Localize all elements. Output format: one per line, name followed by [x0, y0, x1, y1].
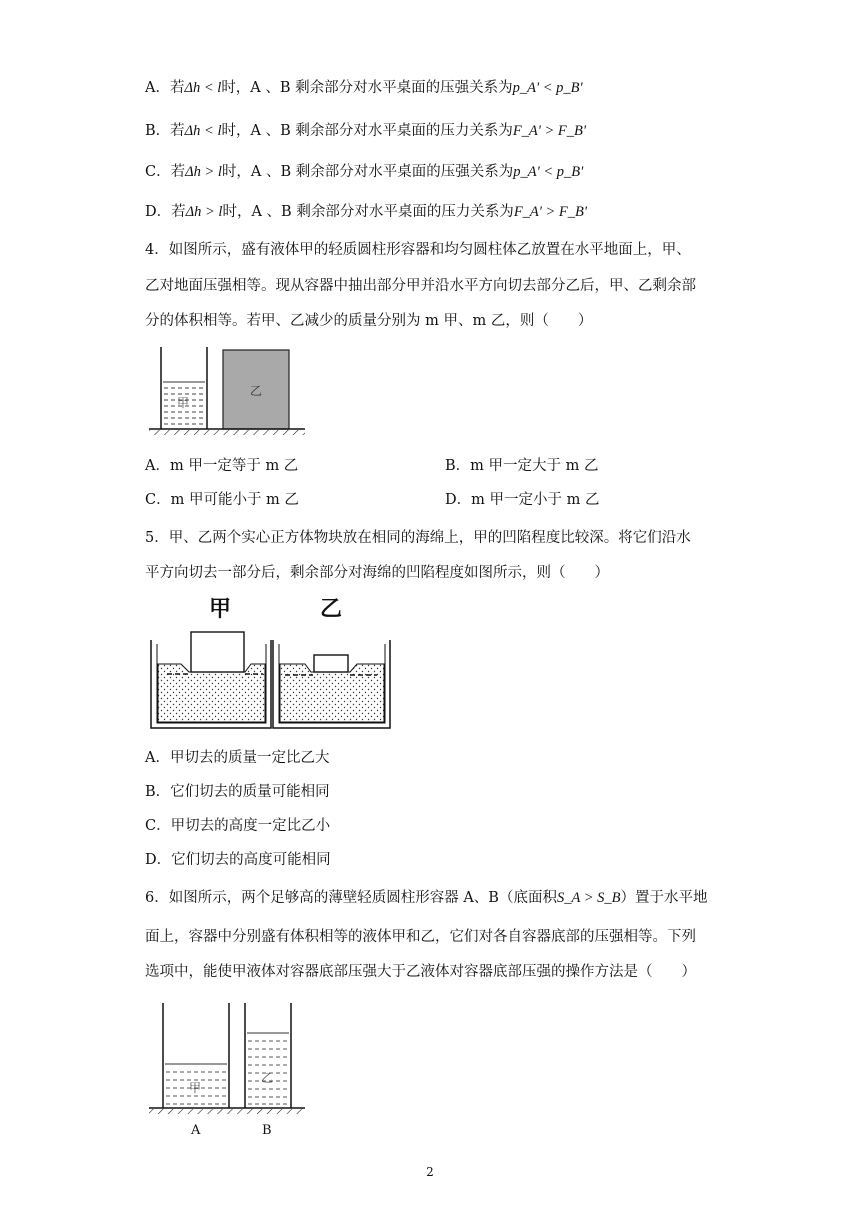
label-yi: 乙 [320, 597, 343, 622]
liquid-label-jia: 甲 [189, 1081, 202, 1095]
sponge-yi [280, 664, 384, 722]
q5-option-d: D．它们切去的高度可能相同 [145, 852, 331, 868]
sponge-jia [158, 664, 265, 722]
q4-option-b: B．m 甲一定大于 m 乙 [445, 458, 599, 474]
q3-option-a: A．若Δh < l时，A 、B 剩余部分对水平桌面的压强关系为p_A' < p_B' [145, 80, 583, 96]
block-jia [191, 632, 244, 672]
q3-option-c: C．若Δh > l时，A 、B 剩余部分对水平桌面的压强关系为p_A' < p_B' [145, 164, 584, 180]
q5-option-a: A．甲切去的质量一定比乙大 [145, 750, 330, 766]
q5-text-line-1: 5．甲、乙两个实心正方体物块放在相同的海绵上，甲的凹陷程度比较深。将它们沿水 [145, 530, 691, 546]
q4-figure [145, 345, 310, 437]
q3-option-b: B．若Δh < l时，A 、B 剩余部分对水平桌面的压力关系为F_A' > F_B' [145, 123, 586, 139]
q3-option-d: D．若Δh > l时，A 、B 剩余部分对水平桌面的压力关系为F_A' > F_B' [145, 204, 587, 220]
q4-option-d: D．m 甲一定小于 m 乙 [445, 492, 600, 508]
q6-text-line-2: 面上，容器中分别盛有体积相等的液体甲和乙，它们对各自容器底部的压强相等。下列 [145, 929, 696, 945]
q4-option-a: A．m 甲一定等于 m 乙 [145, 458, 299, 474]
q5-figure [145, 592, 395, 737]
q4-text-line-1: 4．如图所示，盛有液体甲的轻质圆柱形容器和均匀圆柱体乙放置在水平地面上，甲、 [145, 242, 691, 258]
q5-option-b: B．它们切去的质量可能相同 [145, 784, 330, 800]
label-yi: 乙 [250, 384, 263, 398]
q4-text-line-2: 乙对地面压强相等。现从容器中抽出部分甲并沿水平方向切去部分乙后，甲、乙剩余部 [145, 278, 696, 294]
label-jia: 甲 [177, 396, 190, 410]
liquid-label-yi: 乙 [261, 1071, 274, 1085]
q6-figure [145, 998, 320, 1138]
q4-option-c: C．m 甲可能小于 m 乙 [145, 492, 299, 508]
container-a-label: A [191, 1123, 201, 1138]
q6-text-line-1: 6．如图所示，两个足够高的薄壁轻质圆柱形容器 A、B（底面积S_A > S_B）置于水平地 [145, 890, 708, 906]
q5-text-line-2: 平方向切去一部分后，剩余部分对海绵的凹陷程度如图所示，则（ ） [145, 565, 609, 581]
q6-text-line-3: 选项中，能使甲液体对容器底部压强大于乙液体对容器底部压强的操作方法是（ ） [145, 964, 696, 980]
container-b-label: B [262, 1123, 272, 1138]
page-number: 2 [426, 1165, 434, 1179]
block-yi [314, 655, 348, 672]
q4-text-line-3: 分的体积相等。若甲、乙减少的质量分别为 m 甲、m 乙，则（ ） [145, 313, 593, 329]
q5-option-c: C．甲切去的高度一定比乙小 [145, 818, 331, 834]
label-jia: 甲 [209, 597, 232, 622]
